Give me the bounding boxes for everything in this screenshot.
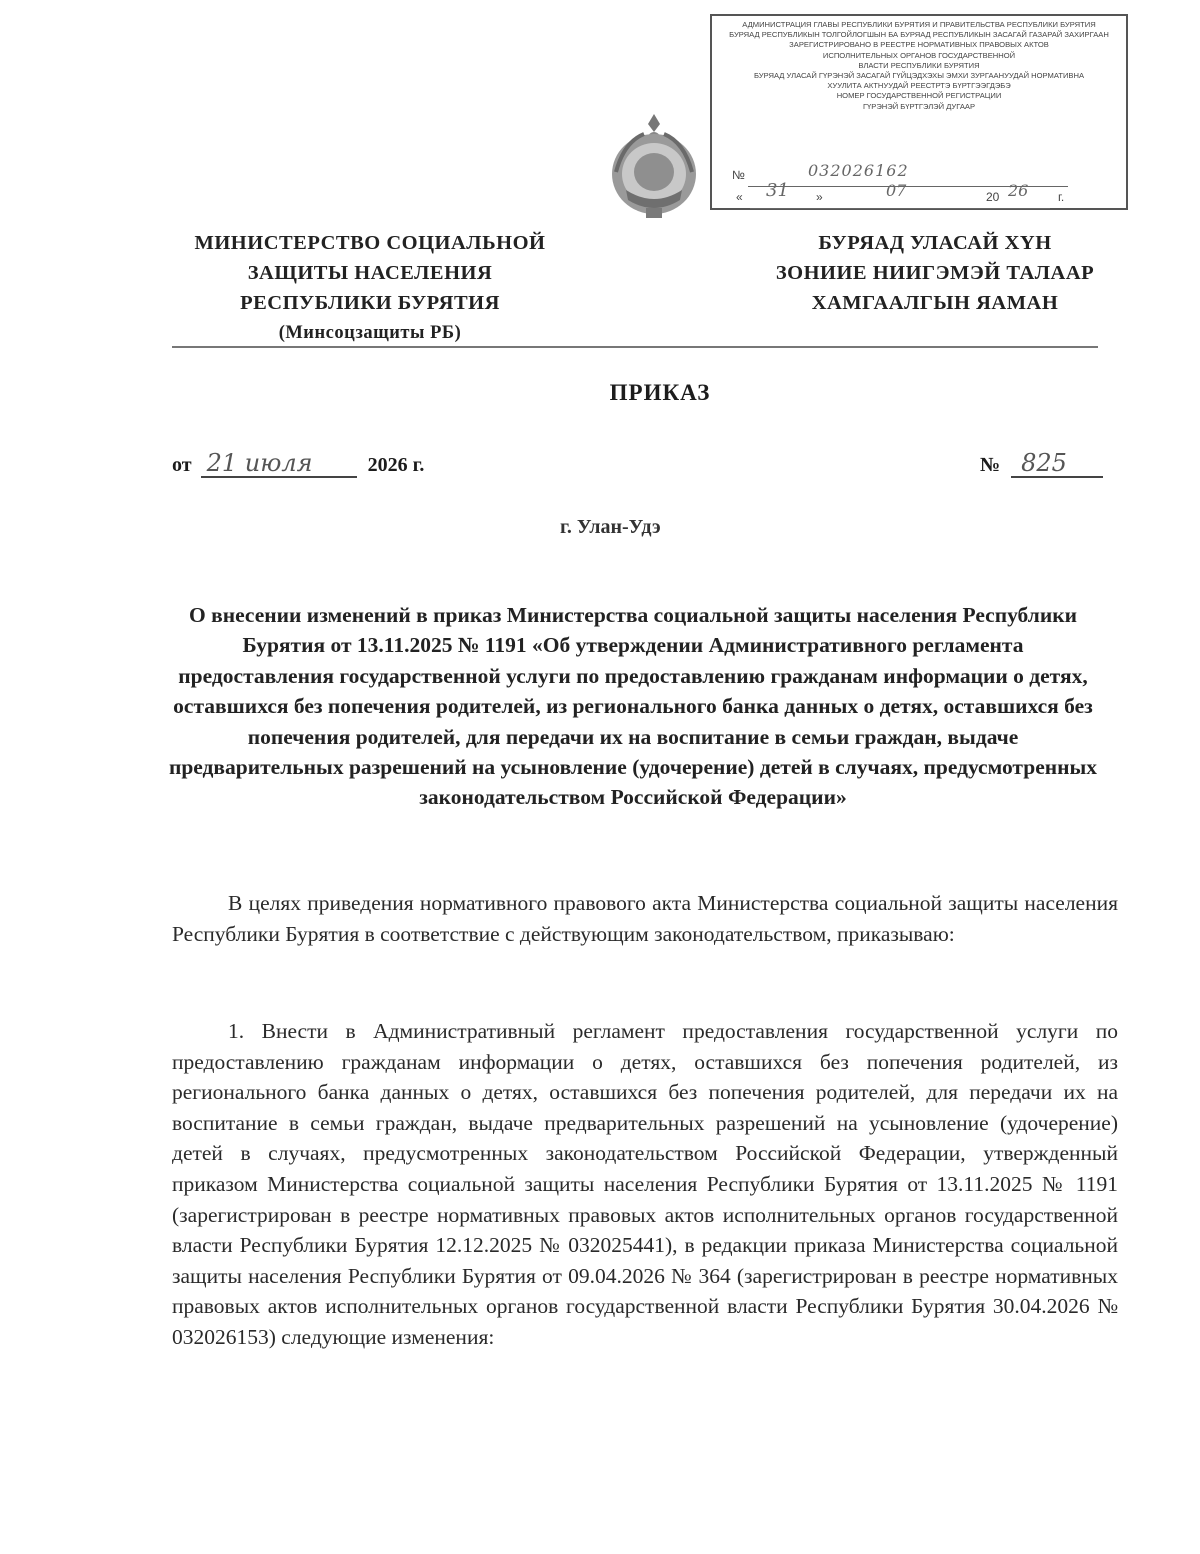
- stamp-line: ГҮРЭНЭЙ БҮРТГЭЛЭЙ ДУГААР: [862, 101, 976, 111]
- stamp-year: 26: [1008, 181, 1029, 200]
- ministry-name-russian: [140, 228, 600, 348]
- coat-of-arms-emblem: [606, 112, 702, 222]
- handwritten-date: 21 июля: [201, 450, 357, 478]
- ministry-line: БУРЯАД УЛАСАЙ ХҮН: [818, 232, 1052, 254]
- stamp-line: ХУУЛИТА АКТНУУДАЙ РЕЕСТРТЭ БҮРТГЭЭГДЭБЭ: [827, 81, 1011, 91]
- ministry-line: РЕСПУБЛИКИ БУРЯТИЯ: [240, 292, 500, 314]
- stamp-line: НОМЕР ГОСУДАРСТВЕННОЙ РЕГИСТРАЦИИ: [836, 91, 1002, 101]
- ministry-line: МИНИСТЕРСТВО СОЦИАЛЬНОЙ: [194, 232, 546, 254]
- stamp-line: АДМИНИСТРАЦИЯ ГЛАВЫ РЕСПУБЛИКИ БУРЯТИЯ И ПРАВИТЕЛЬСТВА РЕСПУБЛИКИ БУРЯТИЯ: [742, 20, 1096, 29]
- stamp-underline: [750, 208, 1050, 209]
- date-suffix: 2026 г.: [367, 454, 425, 476]
- ministry-line: ЗАЩИТЫ НАСЕЛЕНИЯ: [247, 262, 493, 284]
- order-date: [172, 450, 424, 478]
- number-prefix: №: [980, 454, 1001, 476]
- date-prefix: от: [172, 454, 192, 476]
- registration-stamp: [710, 14, 1128, 210]
- stamp-day: 31: [766, 180, 789, 201]
- stamp-line: БУРЯАД УЛАСАЙ ГҮРЭНЭЙ ЗАСАГАЙ ГҮЙЦЭДХЭХЫ ЭМХИ ЗУРГААНУУДАЙ НОРМАТИВНА: [753, 71, 1085, 81]
- stamp-date-row: [726, 180, 1116, 210]
- ministry-line: ХАМГААЛГЫН ЯАМАН: [811, 292, 1059, 314]
- stamp-year-suffix: г.: [1058, 190, 1065, 204]
- stamp-registration-number: 032026162: [808, 161, 909, 180]
- document-title: ПРИКАЗ: [609, 380, 711, 405]
- stamp-line: ЗАРЕГИСТРИРОВАНО В РЕЕСТРЕ НОРМАТИВНЫХ ПРАВОВЫХ АКТОВ: [789, 40, 1049, 50]
- city: г. Улан-Удэ: [560, 516, 661, 538]
- ministry-name-buryat: [700, 228, 1170, 318]
- stamp-line: БУРЯАД РЕСПУБЛИКЫН ТОЛГОЙЛОГШЫН БА БУРЯАД РЕСПУБЛИКЫН ЗАСАГАЙ ГАЗАРАЙ ЗАХИРГААН: [729, 30, 1109, 40]
- stamp-line: ИСПОЛНИТЕЛЬНЫХ ОРГАНОВ ГОСУДАРСТВЕННОЙ: [822, 50, 1016, 60]
- order-number: [980, 450, 1103, 478]
- stamp-quote-open: «: [736, 190, 743, 204]
- stamp-month: 07: [886, 181, 907, 200]
- clause-1-paragraph: 1. Внести в Административный регламент предоставления государственной услуги по предоставлению гражданам информации о детях, оставшихся без попечения родителей, из регионального банка данных о детях, оставшихся без попечения родителей, для передачи их на воспитание в семьи граждан, выдаче предварительных разрешений на усыновление (удочерение) детей в случаях, предусмотренных законодательством Российской Федерации, утвержденный приказом Министерства социальной защиты населения Республики Бурятия от 13.11.2025 № 1191 (зарегистрирован в реестре нормативных правовых актов исполнительных органов государственной власти Республики Бурятия 12.12.2025 № 032025441), в редакции приказа Министерства социальной защиты населения Республики Бурятия от 09.04.2026 № 364 (зарегистрирован в реестре нормативных правовых актов исполнительных органов государственной власти Республики Бурятия 30.04.2026 № 032026153) следующие изменения:: [172, 1019, 1118, 1349]
- ministry-abbreviation: (Минсоцзащиты РБ): [278, 323, 462, 343]
- stamp-line: ВЛАСТИ РЕСПУБЛИКИ БУРЯТИЯ: [858, 60, 980, 70]
- stamp-number-label: №: [732, 168, 745, 182]
- handwritten-number: 825: [1011, 450, 1103, 478]
- ministry-line: ЗОНИИЕ НИИГЭМЭЙ ТАЛААР: [775, 262, 1095, 284]
- order-subject: О внесении изменений в приказ Министерства социальной защиты населения Республики Бурятия от 13.11.2025 № 1191 «Об утверждении Административного регламента предоставления государственной услуги по предоставлению гражданам информации о детях, оставшихся без попечения родителей, из регионального банка данных о детях, оставшихся без попечения родителей, для передачи их на воспитание в семьи граждан, выдаче предварительных разрешений на усыновление (удочерение) детей в случаях, предусмотренных законодательством Российской Федерации»: [168, 603, 1098, 810]
- stamp-quote-close: »: [816, 190, 823, 204]
- stamp-year-prefix: 20: [986, 190, 1000, 204]
- preamble-paragraph: В целях приведения нормативного правового акта Министерства социальной защиты населения Республики Бурятия в соответствие с действующим законодательством, приказываю:: [172, 891, 1118, 946]
- header-divider: [172, 346, 1098, 348]
